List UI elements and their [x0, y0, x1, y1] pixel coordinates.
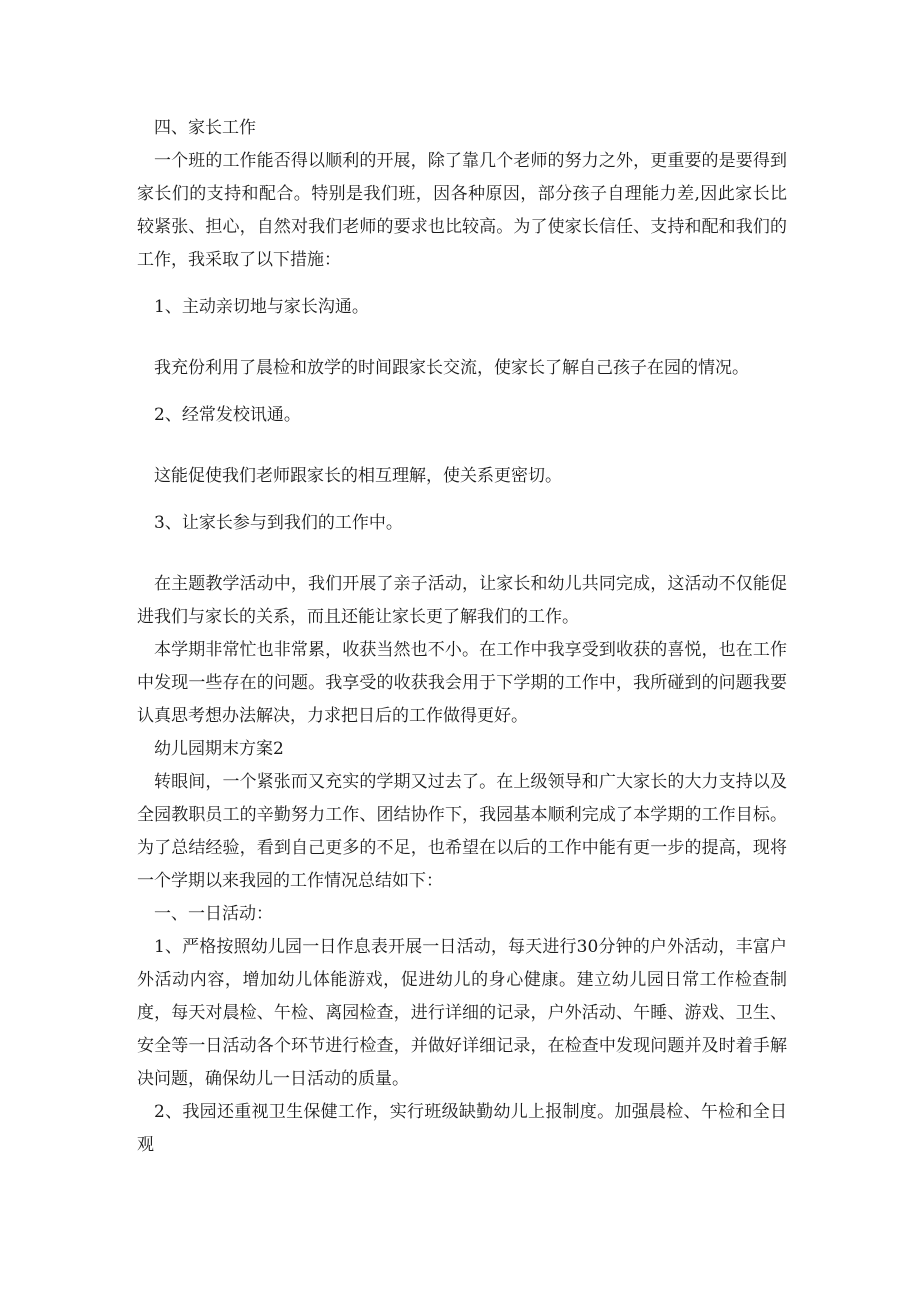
paragraph-daily-activities-1: 1、严格按照幼儿园一日作息表开展一日活动，每天进行30分钟的户外活动，丰富户外活动内容，增加幼儿体能游戏，促进幼儿的身心健康。建立幼儿园日常工作检查制度，每天对晨检、午检、离园检查，进行详细的记录，户外活动、午睡、游戏、卫生、安全等一日活动各个环节进行检查，并做好详细记录，在检查中发现问题并及时着手解决问题，确保幼儿一日活动的质量。	[137, 937, 787, 1089]
paragraph-parent-work-intro: 一个班的工作能否得以顺利的开展，除了靠几个老师的努力之外，更重要的是要得到家长们的支持和配合。特别是我们班，因各种原因，部分孩子自理能力差,因此家长比较紧张、担心，自然对我们老师的要求也比较高。为了使家长信任、支持和配和我们的工作，我采取了以下措施：	[137, 151, 787, 270]
list-item-2-heading: 2、经常发校讯通。	[154, 405, 301, 425]
list-item-3-body: 在主题教学活动中，我们开展了亲子活动，让家长和幼儿共同完成，这活动不仅能促进我们与家长的关系，而且还能让家长更了解我们的工作。	[137, 574, 787, 627]
list-item-1-body: 我充份利用了晨检和放学的时间跟家长交流，使家长了解自己孩子在园的情况。	[154, 358, 749, 378]
document-subtitle-plan-2: 幼儿园期末方案2	[154, 739, 284, 759]
list-item-1-heading: 1、主动亲切地与家长沟通。	[154, 297, 369, 317]
section-heading-parent-work: 四、家长工作	[154, 118, 256, 138]
paragraph-daily-activities-2: 2、我园还重视卫生保健工作，实行班级缺勤幼儿上报制度。加强晨检、午检和全日观	[137, 1102, 787, 1155]
list-item-3-heading: 3、让家长参与到我们的工作中。	[154, 513, 403, 533]
paragraph-plan-2-intro: 转眼间，一个紧张而又充实的学期又过去了。在上级领导和广大家长的大力支持以及全园教职员工的辛勤努力工作、团结协作下，我园基本顺利完成了本学期的工作目标。为了总结经验，看到自己更多的不足，也希望在以后的工作中能有更一步的提高，现将一个学期以来我园的工作情况总结如下：	[137, 772, 787, 891]
paragraph-semester-summary: 本学期非常忙也非常累，收获当然也不小。在工作中我享受到收获的喜悦，也在工作中发现一些存在的问题。我享受的收获我会用于下学期的工作中，我所碰到的问题我要认真思考想办法解决，力求把日后的工作做得更好。	[137, 640, 787, 726]
list-item-2-body: 这能促使我们老师跟家长的相互理解，使关系更密切。	[154, 466, 562, 486]
document-body	[137, 112, 787, 1162]
section-heading-daily-activities: 一、一日活动：	[154, 904, 273, 924]
